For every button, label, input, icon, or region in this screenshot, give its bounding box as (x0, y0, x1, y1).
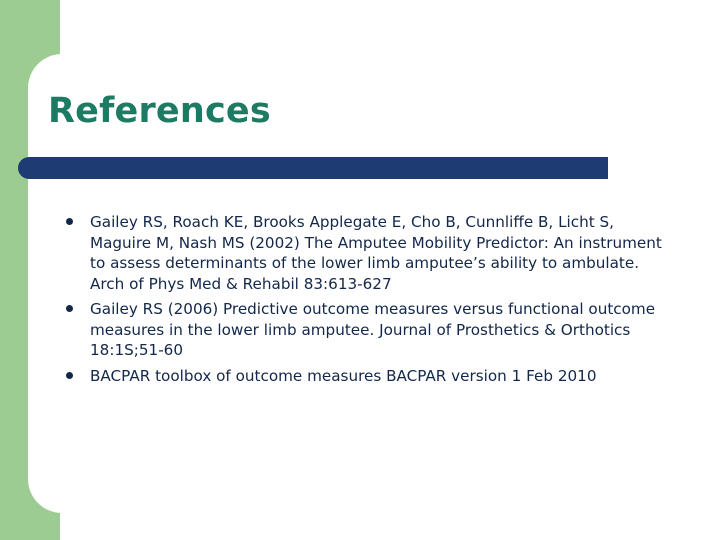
list-item (64, 366, 664, 387)
bullet-icon (66, 218, 73, 225)
bullet-icon (66, 372, 73, 379)
list-item (64, 299, 664, 361)
references-list (64, 212, 664, 391)
list-item (64, 212, 664, 294)
title-underline-bar (18, 157, 608, 179)
list-item-text: BACPAR toolbox of outcome measures BACPAR version 1 Feb 2010 (90, 366, 597, 385)
list-item-text: Gailey RS (2006) Predictive outcome measures versus functional outcome measures in the lower limb amputee. Journal of Prosthetics & Orthotics 18:1S;51-60 (90, 300, 656, 360)
page-title: References (48, 91, 271, 131)
list-item-text: Gailey RS, Roach KE, Brooks Applegate E, Cho B, Cunnliffe B, Licht S, Maguire M, Nash MS (2002) The Amputee Mobility Predictor: An instrument to assess determinants of the lower limb amputee’s ability to ambulate. Arch of Phys Med & Rehabil 83:613-627 (90, 213, 662, 293)
bullet-icon (66, 305, 73, 312)
